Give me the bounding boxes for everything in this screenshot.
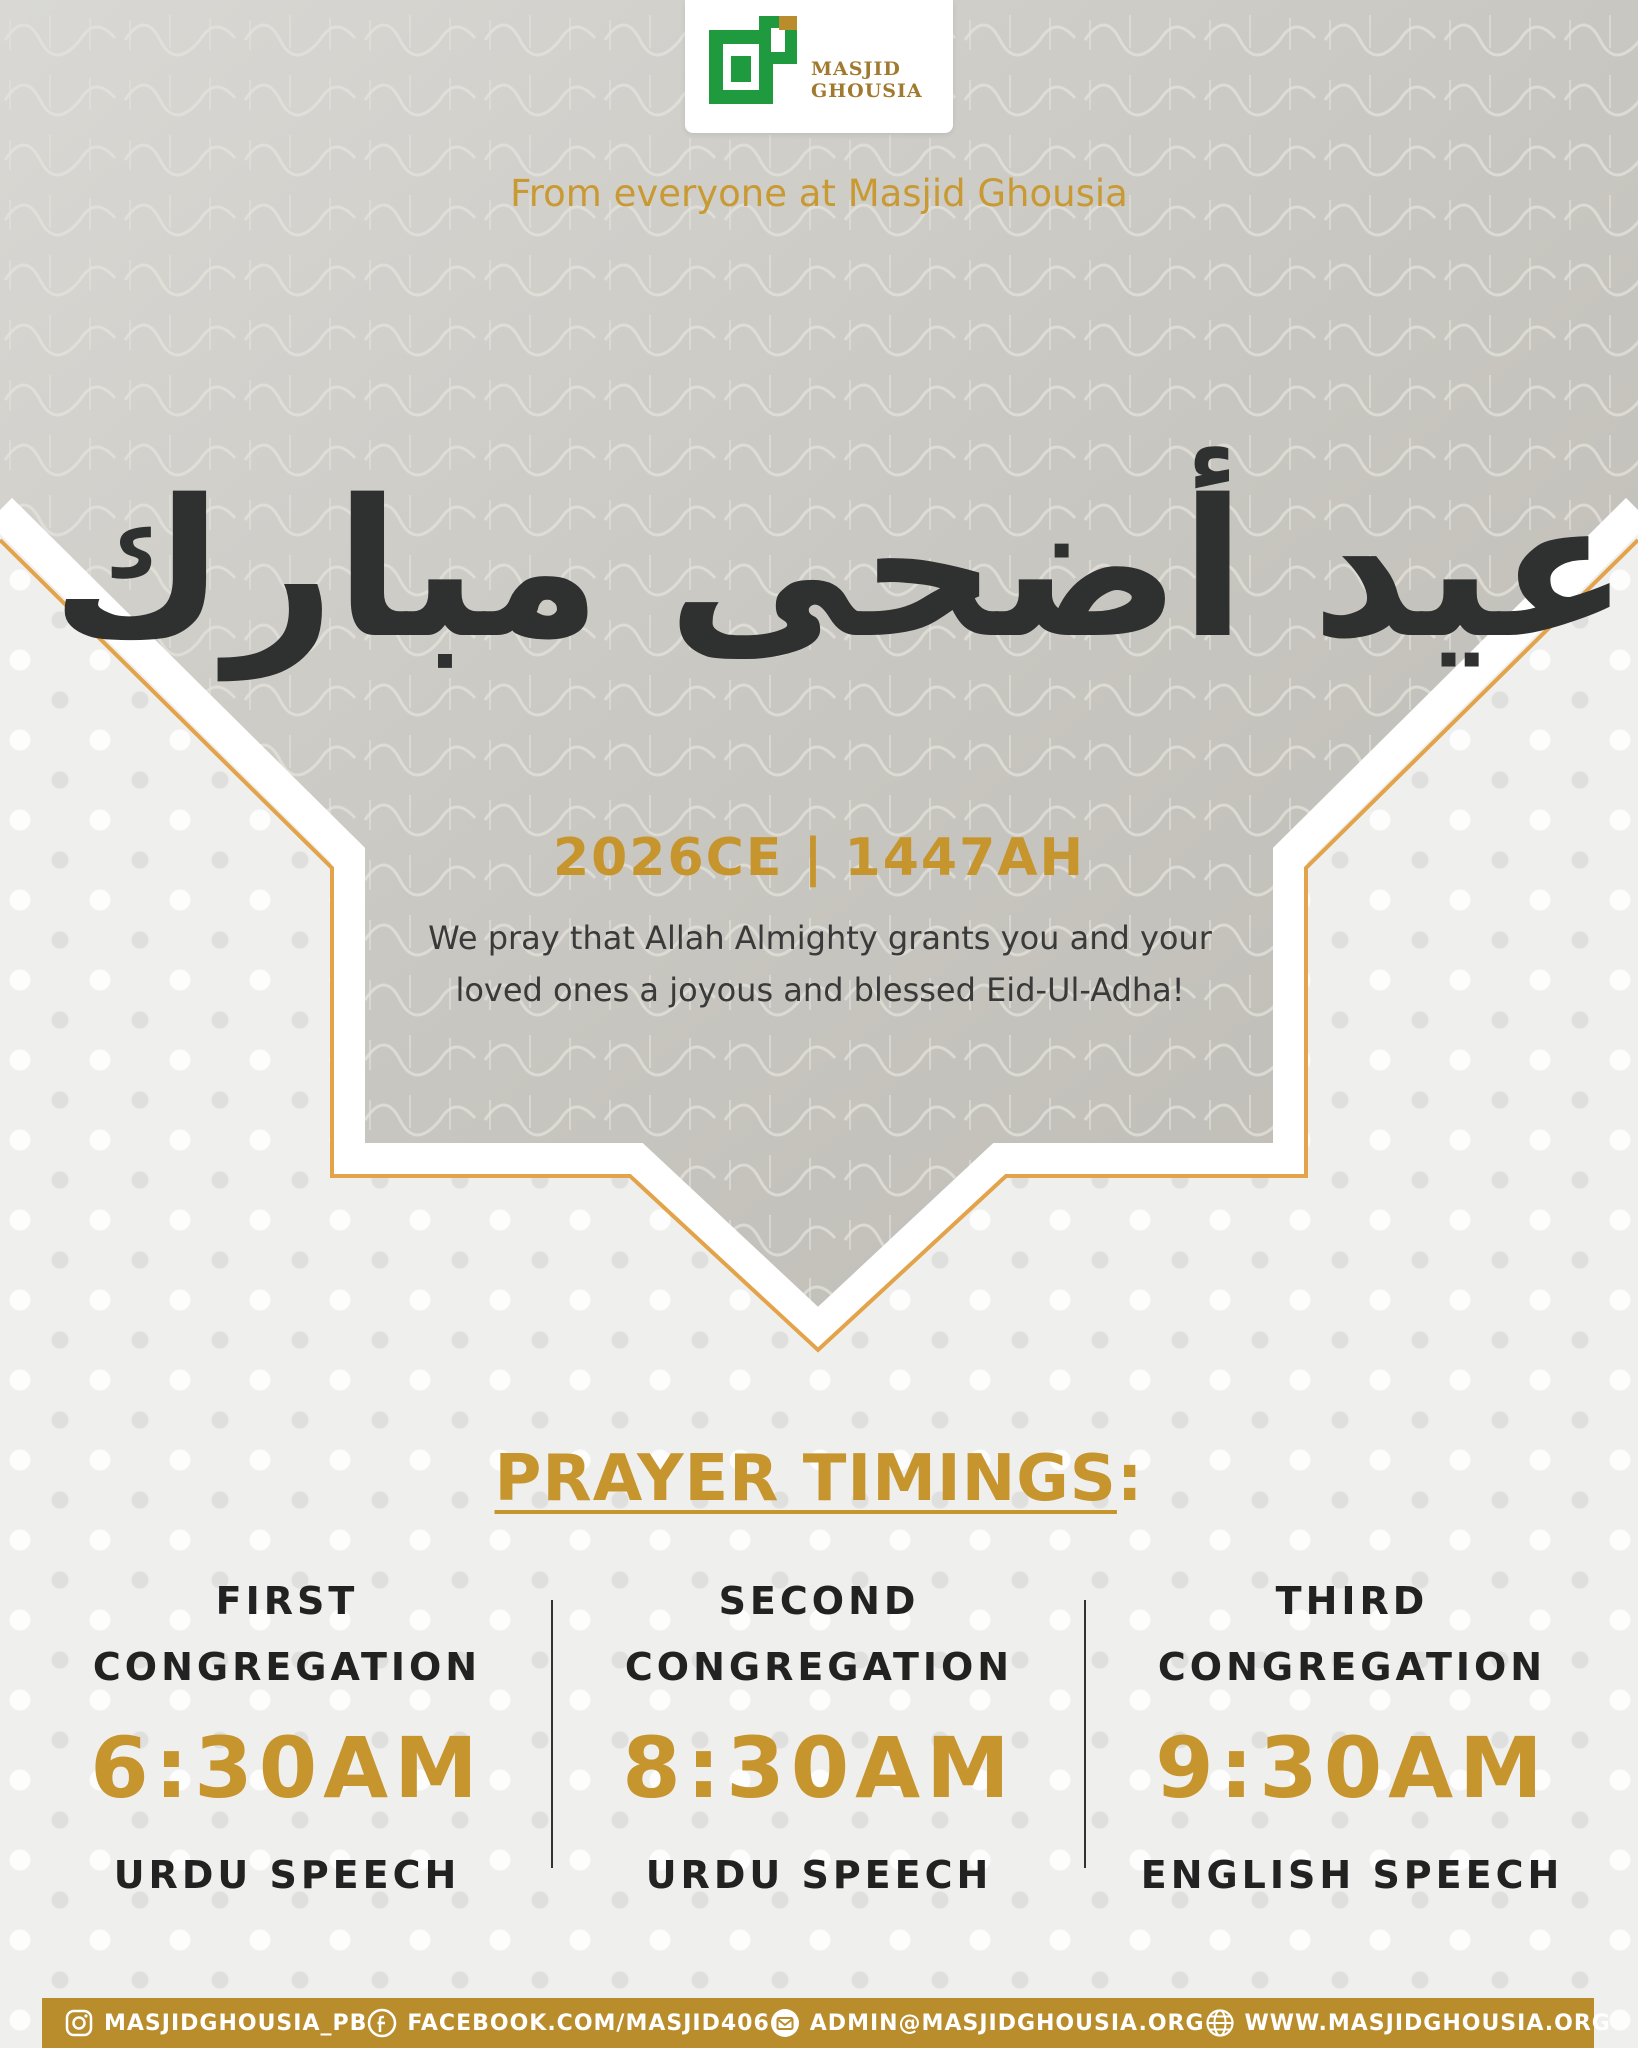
congregation-2-line1: SECOND: [718, 1579, 920, 1623]
logo-line-1: MASJID: [811, 58, 901, 80]
year-line: 2026CE | 1447AH: [552, 828, 1086, 888]
prayer-message: We pray that Allah Almighty grants you and your loved ones a joyous and blessed Eid-Ul-Adha!: [428, 919, 1212, 1009]
instagram-handle: MASJIDGHOUSIA_PB: [104, 2010, 368, 2036]
logo-line-2: GHOUSIA: [811, 80, 923, 102]
email-address: ADMIN@MASJIDGHOUSIA.ORG: [809, 2010, 1205, 2036]
instagram-icon: [64, 2008, 94, 2038]
mail-icon: [770, 2008, 800, 2038]
congregation-2-line2: CONGREGATION: [624, 1645, 1014, 1689]
congregation-1: [37, 1568, 537, 1900]
globe-icon: [1205, 2008, 1235, 2038]
congregation-1-time: 6:30AM: [90, 1719, 484, 1817]
congregation-3: [1102, 1568, 1602, 1900]
prayer-timings-heading: PRAYER TIMINGS: [494, 1442, 1117, 1516]
congregation-3-time: 9:30AM: [1155, 1719, 1549, 1817]
facebook-icon: [367, 2008, 397, 2038]
website-url: WWW.MASJIDGHOUSIA.ORG: [1244, 2010, 1611, 2036]
column-divider: [551, 1600, 553, 1868]
footer-instagram[interactable]: [64, 2008, 367, 2038]
eid-adha-mubarak-calligraphy: [51, 245, 1629, 805]
footer-facebook[interactable]: [367, 2008, 769, 2038]
prayer-timings-colon: :: [1116, 1442, 1144, 1516]
congregation-1-line2: CONGREGATION: [92, 1645, 482, 1689]
congregation-2-speech: URDU SPEECH: [645, 1853, 993, 1897]
congregation-2: [569, 1568, 1069, 1900]
logo-box: [685, 0, 953, 133]
column-divider: [1084, 1600, 1086, 1868]
greeting-line: From everyone at Masjid Ghousia: [510, 172, 1128, 215]
facebook-link: FACEBOOK.COM/MASJID406: [407, 2010, 770, 2036]
prayer-timings-title: [0, 1442, 1638, 1516]
footer-website[interactable]: [1205, 2008, 1611, 2038]
congregation-3-line1: THIRD: [1275, 1579, 1429, 1623]
congregation-3-speech: ENGLISH SPEECH: [1140, 1853, 1564, 1897]
congregation-3-line2: CONGREGATION: [1157, 1645, 1547, 1689]
masjid-ghousia-logo-icon: [709, 16, 797, 108]
congregation-1-speech: URDU SPEECH: [113, 1853, 461, 1897]
footer-email[interactable]: [770, 2008, 1205, 2038]
logo-text: [811, 58, 923, 102]
footer-bar: [42, 1998, 1611, 2048]
calligraphy-text: عيد أضحى مبارك: [51, 459, 1629, 680]
congregation-1-line1: FIRST: [215, 1579, 359, 1623]
congregation-2-time: 8:30AM: [622, 1719, 1016, 1817]
